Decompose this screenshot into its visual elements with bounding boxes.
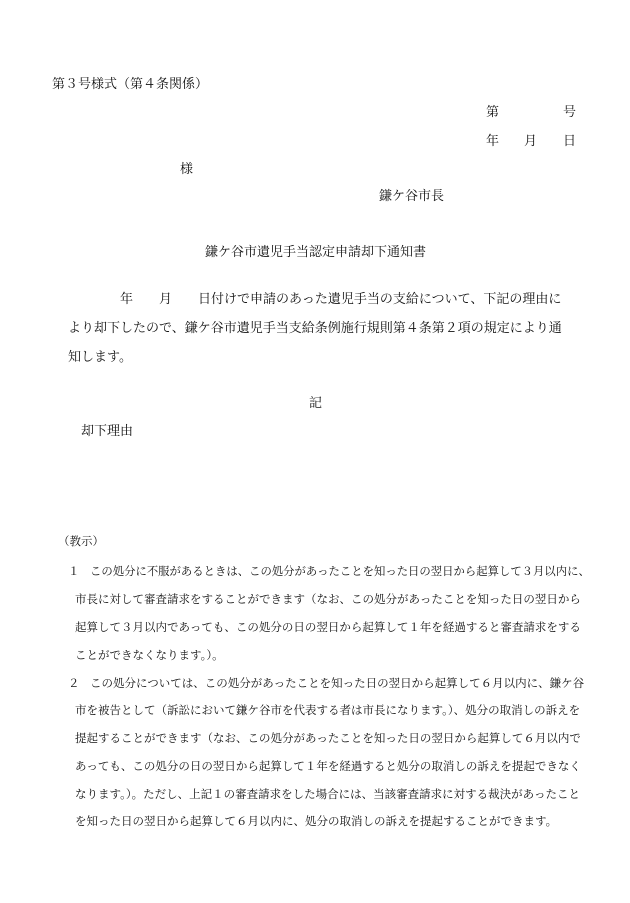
notice-line: あっても、この処分の日の翌日から起算して１年を経過すると処分の取消しの訴えを提起できなく — [75, 759, 581, 773]
number-suffix: 号 — [563, 105, 577, 120]
notice-line: ことができなくなります。）。 — [75, 648, 224, 662]
form-label: 第３号様式（第４条関係） — [52, 77, 209, 92]
issuer: 鎌ケ谷市長 — [379, 189, 445, 204]
addressee-honorific: 様 — [180, 162, 194, 177]
notice-line: この処分については、この処分があったことを知った日の翌日から起算して６月以内に、鎌ケ谷 — [90, 676, 585, 690]
notice-line: 起算して３月以内であっても、この処分の日の翌日から起算して１年を経過すると審査請求をする — [75, 620, 581, 634]
notice-line: 市を被告として（訴訟において鎌ケ谷市を代表する者は市長になります。）、処分の取消しの訴えを — [75, 703, 581, 717]
body-month: 月 — [159, 292, 173, 307]
ki-label: 記 — [309, 396, 323, 411]
notice-line: 市長に対して審査請求をすることができます（なお、この処分があったことを知った日の翌日から — [75, 592, 581, 606]
document-title: 鎌ケ谷市遺児手当認定申請却下通知書 — [205, 245, 427, 260]
date-day: 日 — [563, 134, 577, 149]
date-year: 年 — [486, 134, 500, 149]
body-line-3: 知します。 — [68, 350, 132, 365]
notice-item-number: １ — [68, 564, 80, 578]
number-prefix: 第 — [486, 105, 500, 120]
notice-heading: （教示） — [58, 534, 104, 548]
notice-line: 提起することができます（なお、この処分があったことを知った日の翌日から起算して６月以内で — [75, 731, 581, 745]
notice-line: なります。）。ただし、上記１の審査請求をした場合には、当該審査請求に対する裁決があったこと — [75, 787, 580, 801]
body-line-1: 日付けで申請のあった遺児手当の支給について、下記の理由に — [198, 292, 562, 307]
reason-label: 却下理由 — [81, 424, 134, 439]
notice-line: この処分に不服があるときは、この処分があったことを知った日の翌日から起算して３月以内に、 — [90, 564, 590, 578]
body-year: 年 — [120, 292, 134, 307]
body-line-2: より却下したので、鎌ケ谷市遺児手当支給条例施行規則第４条第２項の規定により通 — [68, 321, 562, 336]
notice-item-number: ２ — [68, 676, 80, 690]
date-month: 月 — [524, 134, 538, 149]
notice-line: を知った日の翌日から起算して６月以内に、処分の取消しの訴えを提起することができます。 — [75, 814, 558, 828]
